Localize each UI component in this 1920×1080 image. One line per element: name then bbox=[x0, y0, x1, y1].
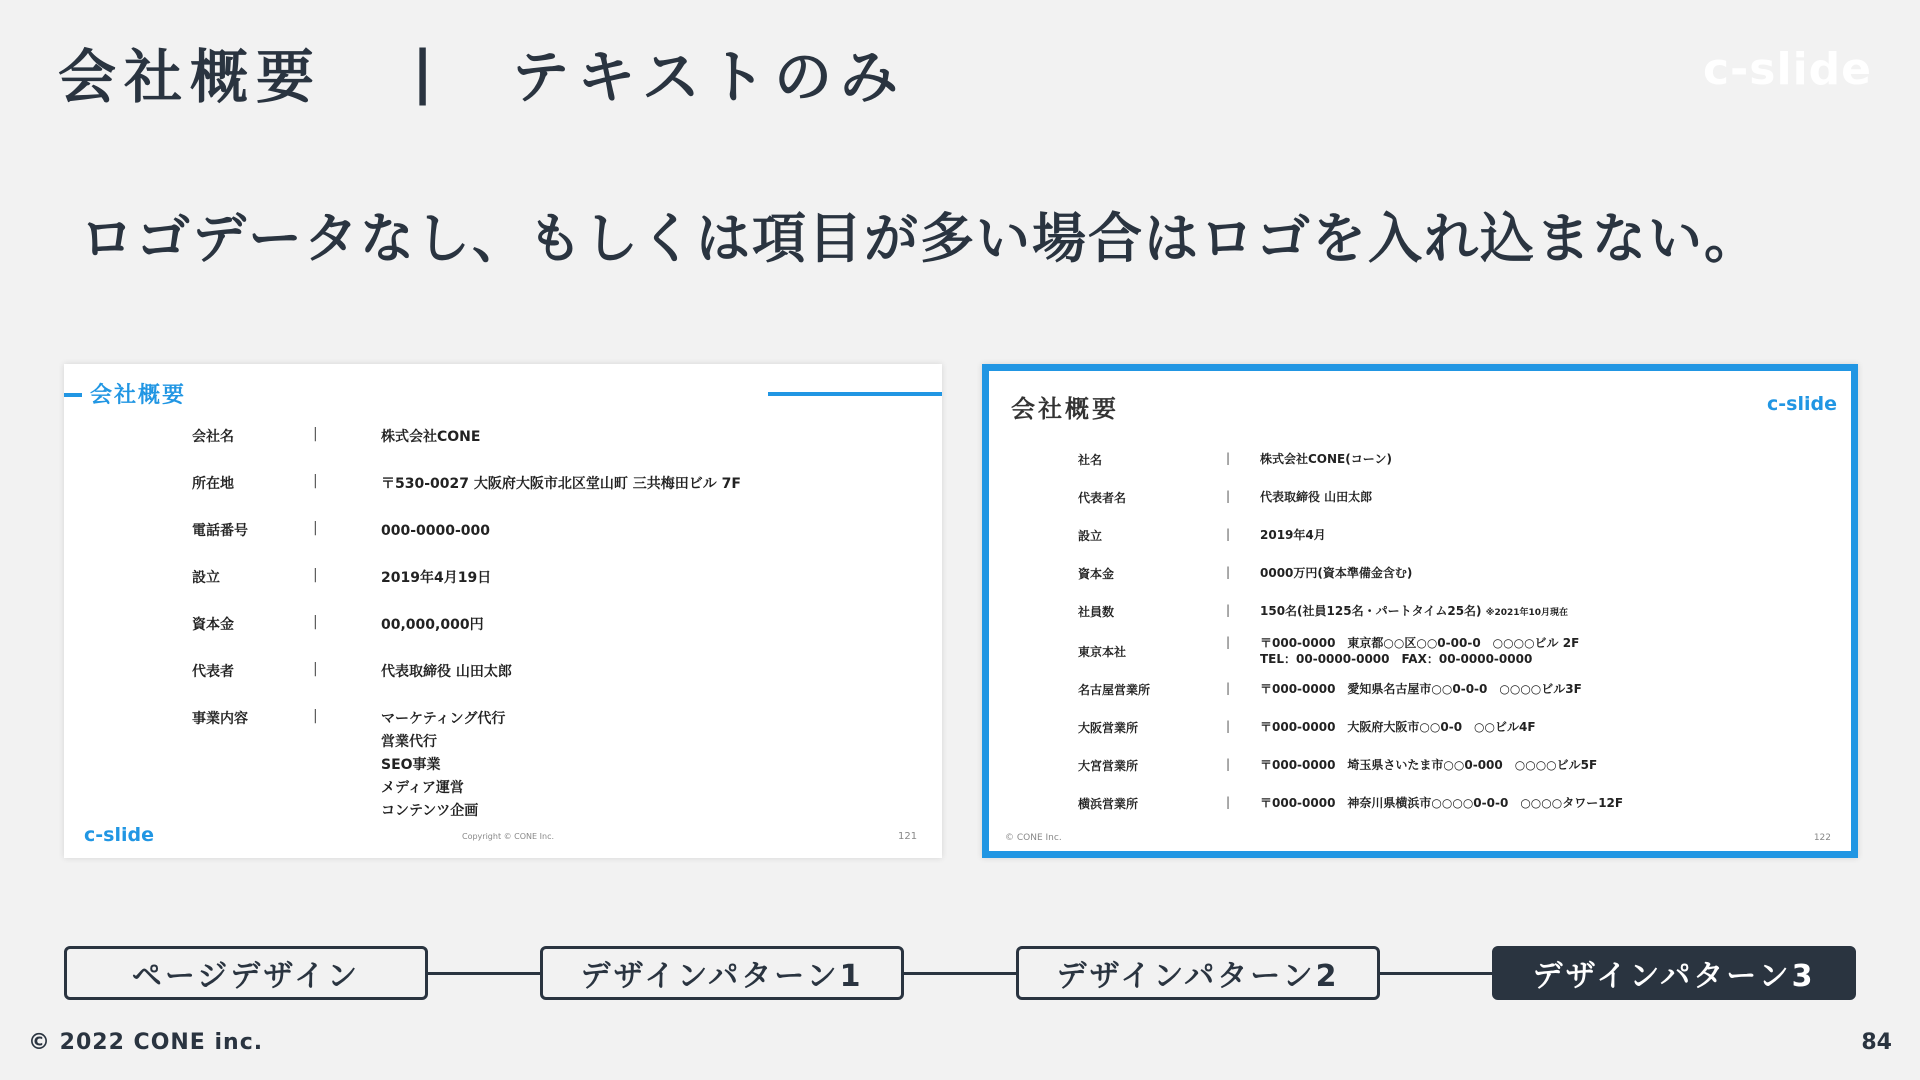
info-value: 〒000-0000 埼玉県さいたま市○○0-000 ○○○○ビル5F bbox=[1260, 758, 1598, 772]
info-value bbox=[1260, 603, 1568, 621]
employee-note: ※2021年10月現在 bbox=[1485, 608, 1569, 618]
slide-title: 会社概要 bbox=[90, 383, 187, 408]
slide-copyright: © CONE Inc. bbox=[1005, 833, 1062, 843]
info-value: 2019年4月19日 bbox=[381, 570, 492, 586]
footer-copyright: © 2022 CONE inc. bbox=[28, 1030, 264, 1055]
info-separator: | bbox=[1226, 565, 1231, 579]
info-separator: | bbox=[1226, 795, 1231, 809]
step-page-design[interactable]: ページデザイン bbox=[64, 946, 428, 1000]
info-label: 東京本社 bbox=[1078, 645, 1127, 659]
page-title bbox=[58, 36, 907, 111]
info-value: 〒000-0000 愛知県名古屋市○○0-0-0 ○○○○ビル3F bbox=[1260, 682, 1582, 696]
slide-title: 会社概要 bbox=[1011, 395, 1119, 423]
page-title-sub: テキストのみ bbox=[511, 43, 907, 111]
info-value: 〒000-0000 大阪府大阪市○○0-0 ○○ビル4F bbox=[1260, 720, 1536, 734]
slide-thumbnail-right-selected[interactable] bbox=[982, 364, 1858, 858]
info-value: 株式会社CONE(コーン) bbox=[1260, 452, 1392, 466]
info-label: 事業内容 bbox=[192, 711, 248, 727]
step-design-pattern-1[interactable]: デザインパターン1 bbox=[540, 946, 904, 1000]
step-navigation bbox=[64, 946, 1856, 1000]
info-label: 大阪営業所 bbox=[1078, 721, 1139, 735]
contact-line: TEL：00-0000-0000 FAX：00-0000-0000 bbox=[1260, 652, 1533, 666]
slide-copyright: Copyright © CONE Inc. bbox=[462, 832, 555, 841]
business-item: SEO事業 bbox=[381, 757, 441, 773]
slide-page-number: 121 bbox=[898, 831, 918, 842]
title-separator: | bbox=[412, 38, 434, 106]
headline: ロゴデータなし、もしくは項目が多い場合はロゴを入れ込まない。 bbox=[80, 207, 1760, 270]
info-label: 横浜営業所 bbox=[1078, 797, 1139, 811]
info-separator: | bbox=[313, 520, 318, 536]
info-label: 設立 bbox=[1078, 529, 1103, 543]
info-label: 大宮営業所 bbox=[1078, 759, 1139, 773]
info-value: 0000万円(資本準備金含む) bbox=[1260, 566, 1413, 580]
info-label: 電話番号 bbox=[192, 523, 248, 539]
slide-logo: c-slide bbox=[1767, 393, 1837, 415]
info-separator: | bbox=[313, 661, 318, 677]
address-line: 〒000-0000 東京都○○区○○0-00-0 ○○○○ビル 2F bbox=[1260, 636, 1580, 650]
info-value: 代表取締役 山田太郎 bbox=[381, 664, 512, 680]
brand-logo: c-slide bbox=[1702, 44, 1872, 95]
info-separator: | bbox=[1226, 635, 1231, 649]
title-rule bbox=[768, 392, 942, 396]
info-separator: | bbox=[1226, 681, 1231, 695]
step-design-pattern-3[interactable]: デザインパターン3 bbox=[1492, 946, 1856, 1000]
step-connector bbox=[428, 972, 540, 975]
title-accent-bar bbox=[64, 393, 82, 397]
page-title-main: 会社概要 bbox=[58, 43, 323, 111]
info-value: 株式会社CONE bbox=[381, 429, 481, 445]
info-separator: | bbox=[1226, 757, 1231, 771]
step-connector bbox=[904, 972, 1016, 975]
slide-page-number: 122 bbox=[1813, 833, 1831, 843]
business-item: メディア運営 bbox=[381, 780, 464, 796]
info-separator: | bbox=[1226, 451, 1231, 465]
info-separator: | bbox=[1226, 527, 1231, 541]
info-separator: | bbox=[313, 473, 318, 489]
info-label: 会社名 bbox=[192, 429, 234, 445]
info-label: 社員数 bbox=[1078, 605, 1115, 619]
info-label: 資本金 bbox=[1078, 567, 1115, 581]
info-separator: | bbox=[313, 614, 318, 630]
info-label: 名古屋営業所 bbox=[1078, 683, 1151, 697]
info-value: 000-0000-000 bbox=[381, 523, 491, 539]
step-connector bbox=[1380, 972, 1492, 975]
info-value: 代表取締役 山田太郎 bbox=[1260, 490, 1373, 504]
info-value: 〒530-0027 大阪府大阪市北区堂山町 三共梅田ビル 7F bbox=[381, 476, 741, 492]
info-label: 資本金 bbox=[192, 617, 234, 633]
info-value-multiline bbox=[1260, 635, 1579, 667]
info-value: 〒000-0000 神奈川県横浜市○○○○0-0-0 ○○○○タワー12F bbox=[1260, 796, 1624, 810]
business-item: マーケティング代行 bbox=[381, 711, 506, 727]
slide-thumbnail-left[interactable] bbox=[64, 364, 942, 858]
page-number: 84 bbox=[1861, 1030, 1892, 1055]
business-item: 営業代行 bbox=[381, 734, 437, 750]
step-design-pattern-2[interactable]: デザインパターン2 bbox=[1016, 946, 1380, 1000]
info-value-list bbox=[381, 708, 505, 823]
info-label: 所在地 bbox=[192, 476, 234, 492]
info-label: 代表者名 bbox=[1078, 491, 1127, 505]
info-separator: | bbox=[313, 426, 318, 442]
info-label: 設立 bbox=[192, 570, 220, 586]
info-value: 2019年4月 bbox=[1260, 528, 1326, 542]
slide-logo: c-slide bbox=[84, 824, 154, 846]
employee-count: 150名(社員125名・パートタイム25名) bbox=[1260, 604, 1482, 618]
info-separator: | bbox=[313, 708, 318, 724]
info-separator: | bbox=[1226, 603, 1231, 617]
info-separator: | bbox=[1226, 489, 1231, 503]
info-label: 社名 bbox=[1078, 453, 1103, 467]
info-value: 00,000,000円 bbox=[381, 617, 484, 633]
info-label: 代表者 bbox=[192, 664, 234, 680]
info-separator: | bbox=[1226, 719, 1231, 733]
info-separator: | bbox=[313, 567, 318, 583]
business-item: コンテンツ企画 bbox=[381, 803, 479, 819]
